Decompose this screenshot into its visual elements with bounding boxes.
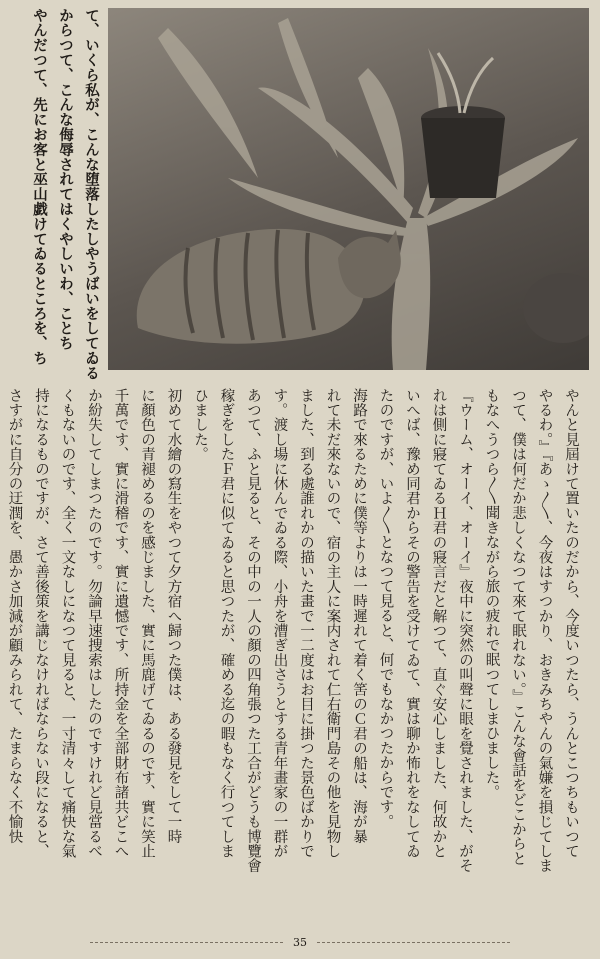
body-column: 千萬です、實に滑稽です、實に遺憾です、所持金を全部財布諸共どこへ bbox=[112, 388, 129, 859]
top-text-columns bbox=[8, 8, 104, 408]
body-column: れて未だ來ないので、宿の主人に案内されて仁右衛門島その他を見物し bbox=[324, 388, 341, 859]
page-footer bbox=[90, 934, 510, 950]
body-column: やるわ。』『あゝ〳〵、今夜はすつかり、おきみちやんの氣嫌を損じてしま bbox=[536, 388, 553, 874]
cat-figure bbox=[137, 229, 401, 344]
illustration-photo bbox=[108, 8, 589, 370]
body-column: 海路で來るために僕等よりは一時遲れて着く筈のＣ君の船は、海が暴 bbox=[351, 388, 367, 844]
body-column: 稼ぎをしたＦ君に似てゐると思つたが、確める迄の暇もなく行つてしま bbox=[218, 388, 235, 859]
body-column: たのですが、いよ〳〵となつて見ると、何でもなかつたからです。 bbox=[377, 388, 394, 829]
body-column: もなへうつら〳〵聞きながら旅の疲れで眠つてしまひました。 bbox=[483, 388, 500, 800]
body-column: くもないのです、全く一文なしになつて見ると、一寸清々して痛快な氣 bbox=[59, 388, 76, 859]
flowerpot-figure bbox=[421, 53, 505, 198]
body-column: 初めて水繪の寫生をやつて夕方宿へ歸つた僕は、ある發見をして一時 bbox=[165, 388, 182, 844]
body-column: か紛失してしまつたのです。勿論早速捜索はしたのですけれど見當るべ bbox=[86, 388, 102, 859]
body-column: 『ウーム、オーイ、オーイ』夜中に突然の叫聲に眼を覺されました、がそ bbox=[457, 388, 473, 874]
body-column: 持になるものですが、さて善後策を講じなければならない段になると、 bbox=[33, 388, 49, 859]
footer-rule-left bbox=[90, 942, 283, 943]
body-column: ひました。 bbox=[192, 388, 208, 462]
top-column: からつて、こんな侮辱されてはくやしいわ、ことち bbox=[57, 8, 74, 351]
body-column: つて、僕は何だか悲しくなつて來て眠れない。』こんな會話をどこからと bbox=[510, 388, 526, 866]
top-column: て、いくら私が、こんな堕落したしやうばいをしてゐる bbox=[83, 8, 100, 381]
body-column: ました、到る處誰れかの描いた畫で一二度はお目に掛つた景色ばかりで bbox=[298, 388, 314, 859]
body-column: れは側に寢てゐるＨ君の寢言だと解つて、直ぐ安心しました、何故かと bbox=[430, 388, 447, 859]
body-column bbox=[0, 388, 1, 930]
illustration-drawing bbox=[108, 8, 589, 370]
body-text-columns bbox=[6, 388, 584, 930]
body-column: す。渡し場に休んでゐる際、小舟を漕ぎ出さうとする青年畫家の一群が bbox=[271, 388, 288, 859]
page-number: 35 bbox=[293, 935, 307, 949]
body-column: やんと見屆けて置いたのだから、今度いつたら、うんとこつちもいつて bbox=[563, 388, 579, 859]
body-column: あつて、ふと見ると、その中の一人の顏の四角張つた工合がどうも博覽會 bbox=[245, 388, 261, 874]
top-column: やんだつて、先にお客と巫山戯けてゐるところを、ち bbox=[31, 8, 48, 366]
body-column: いへば、豫め同君からその警告を受けてゐて、實は聊か怖れをなしてゐ bbox=[404, 388, 420, 859]
body-column: に顏色の青褪めるのを感じました、實に馬鹿げてゐるのです、實に笑止 bbox=[139, 388, 155, 859]
footer-rule-right bbox=[317, 942, 510, 943]
body-column: さすがに自分の迂潤を、愚かさ加減が顧みられて、たまらなく不愉快 bbox=[6, 388, 23, 844]
